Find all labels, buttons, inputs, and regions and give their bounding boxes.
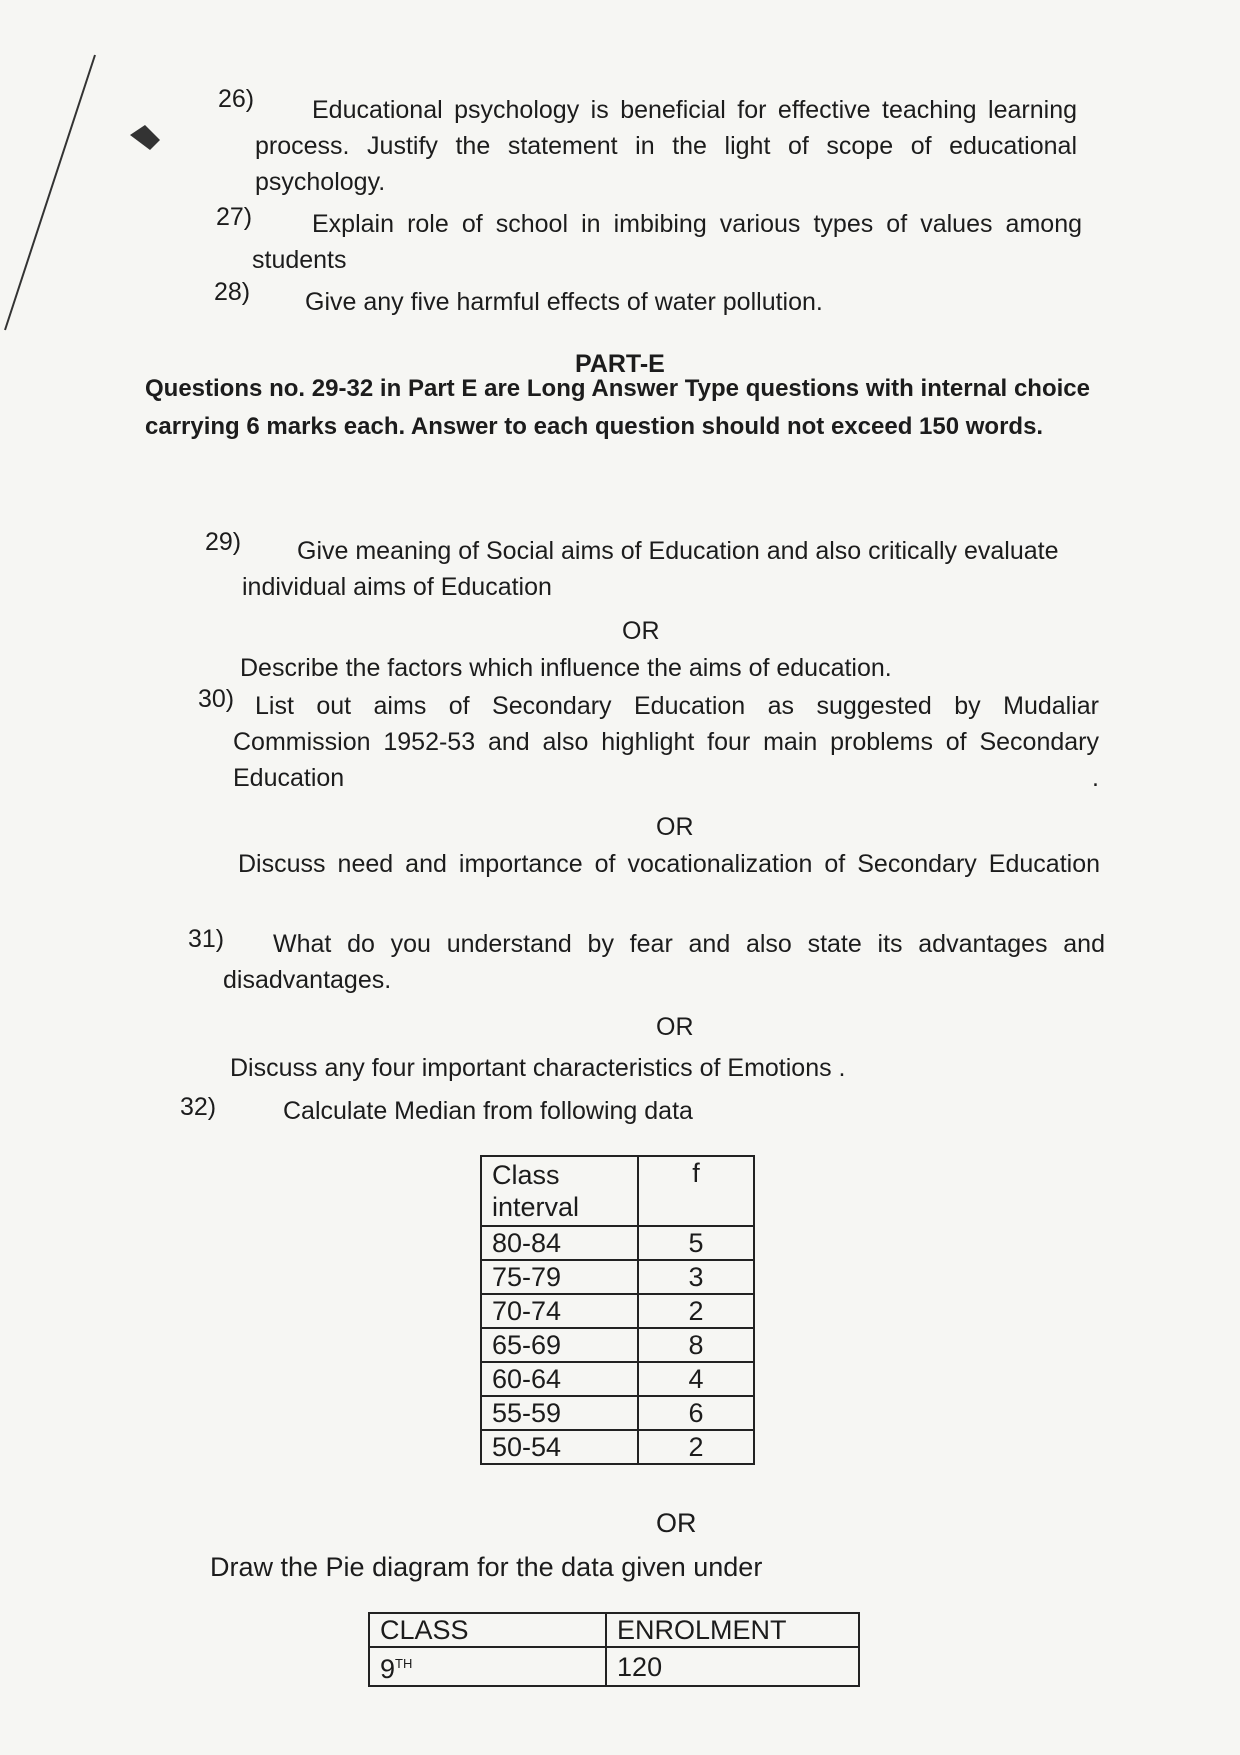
question-27-text: Explain role of school in imbibing various types of values among students <box>252 210 1082 274</box>
class-interval-cell: 80-84 <box>481 1226 638 1260</box>
frequency-cell: 5 <box>638 1226 754 1260</box>
question-31-or: OR <box>656 1013 694 1041</box>
table-header-row <box>369 1613 859 1647</box>
class-interval-cell: 60-64 <box>481 1362 638 1396</box>
class-ordinal: TH <box>395 1656 413 1671</box>
question-28-text: Give any five harmful effects of water pollution. <box>305 288 823 316</box>
class-value: 9 <box>380 1654 396 1684</box>
header-enrolment: ENROLMENT <box>606 1613 859 1647</box>
part-e-title: PART-E <box>575 350 665 378</box>
question-31-alternative: Discuss any four important characteristics of Emotions . <box>230 1054 846 1082</box>
frequency-cell: 4 <box>638 1362 754 1396</box>
table-row <box>481 1362 754 1396</box>
frequency-cell: 8 <box>638 1328 754 1362</box>
frequency-cell: 2 <box>638 1294 754 1328</box>
pie-data-table <box>368 1612 860 1687</box>
class-interval-cell: 50-54 <box>481 1430 638 1464</box>
question-32-text: Calculate Median from following data <box>283 1097 693 1125</box>
question-29-alternative: Describe the factors which influence the aims of education. <box>240 654 892 682</box>
frequency-cell: 2 <box>638 1430 754 1464</box>
question-26-text: Educational psychology is beneficial for effective teaching learning process. Justify the statement in the light of scope of educational psychology. <box>255 96 1077 196</box>
class-interval-cell: 65-69 <box>481 1328 638 1362</box>
question-32-or: OR <box>656 1508 697 1538</box>
question-30-text: List out aims of Secondary Education as suggested by Mudaliar Commission 1952-53 and also highlight four main problems of Secondary Education . <box>233 692 1099 792</box>
class-interval-cell: 70-74 <box>481 1294 638 1328</box>
question-26-number: 26) <box>218 85 255 113</box>
header-frequency: f <box>638 1156 754 1226</box>
question-28-number: 28) <box>214 278 251 306</box>
question-30-alternative: Discuss need and importance of vocationalization of Secondary Education <box>238 850 1100 878</box>
question-30-or: OR <box>656 813 694 841</box>
table-row <box>481 1294 754 1328</box>
table-row <box>481 1328 754 1362</box>
table-row <box>369 1647 859 1686</box>
frequency-cell: 3 <box>638 1260 754 1294</box>
question-29-number: 29) <box>205 528 242 556</box>
header-class-interval: Class interval <box>481 1156 638 1226</box>
class-interval-cell: 75-79 <box>481 1260 638 1294</box>
class-cell <box>369 1647 606 1686</box>
question-27-number: 27) <box>216 203 253 231</box>
question-31-text: What do you understand by fear and also state its advantages and disadvantages. <box>223 930 1105 994</box>
enrolment-cell: 120 <box>606 1647 859 1686</box>
table-header-row <box>481 1156 754 1226</box>
question-31-number: 31) <box>188 925 225 953</box>
frequency-cell: 6 <box>638 1396 754 1430</box>
table-row <box>481 1396 754 1430</box>
question-32-alternative: Draw the Pie diagram for the data given under <box>210 1552 763 1582</box>
table-row <box>481 1430 754 1464</box>
header-class: CLASS <box>369 1613 606 1647</box>
class-interval-cell: 55-59 <box>481 1396 638 1430</box>
table-row <box>481 1260 754 1294</box>
question-29-text: Give meaning of Social aims of Education and also critically evaluate individual aims of Education <box>242 537 1059 601</box>
table-row <box>481 1226 754 1260</box>
median-data-table <box>480 1155 755 1465</box>
question-32-number: 32) <box>180 1093 217 1121</box>
question-30-number: 30) <box>198 685 235 713</box>
part-e-instructions: Questions no. 29-32 in Part E are Long Answer Type questions with internal choice carrying 6 marks each. Answer to each question should not exceed 150 words. <box>145 375 1090 440</box>
question-29-or: OR <box>622 617 660 645</box>
